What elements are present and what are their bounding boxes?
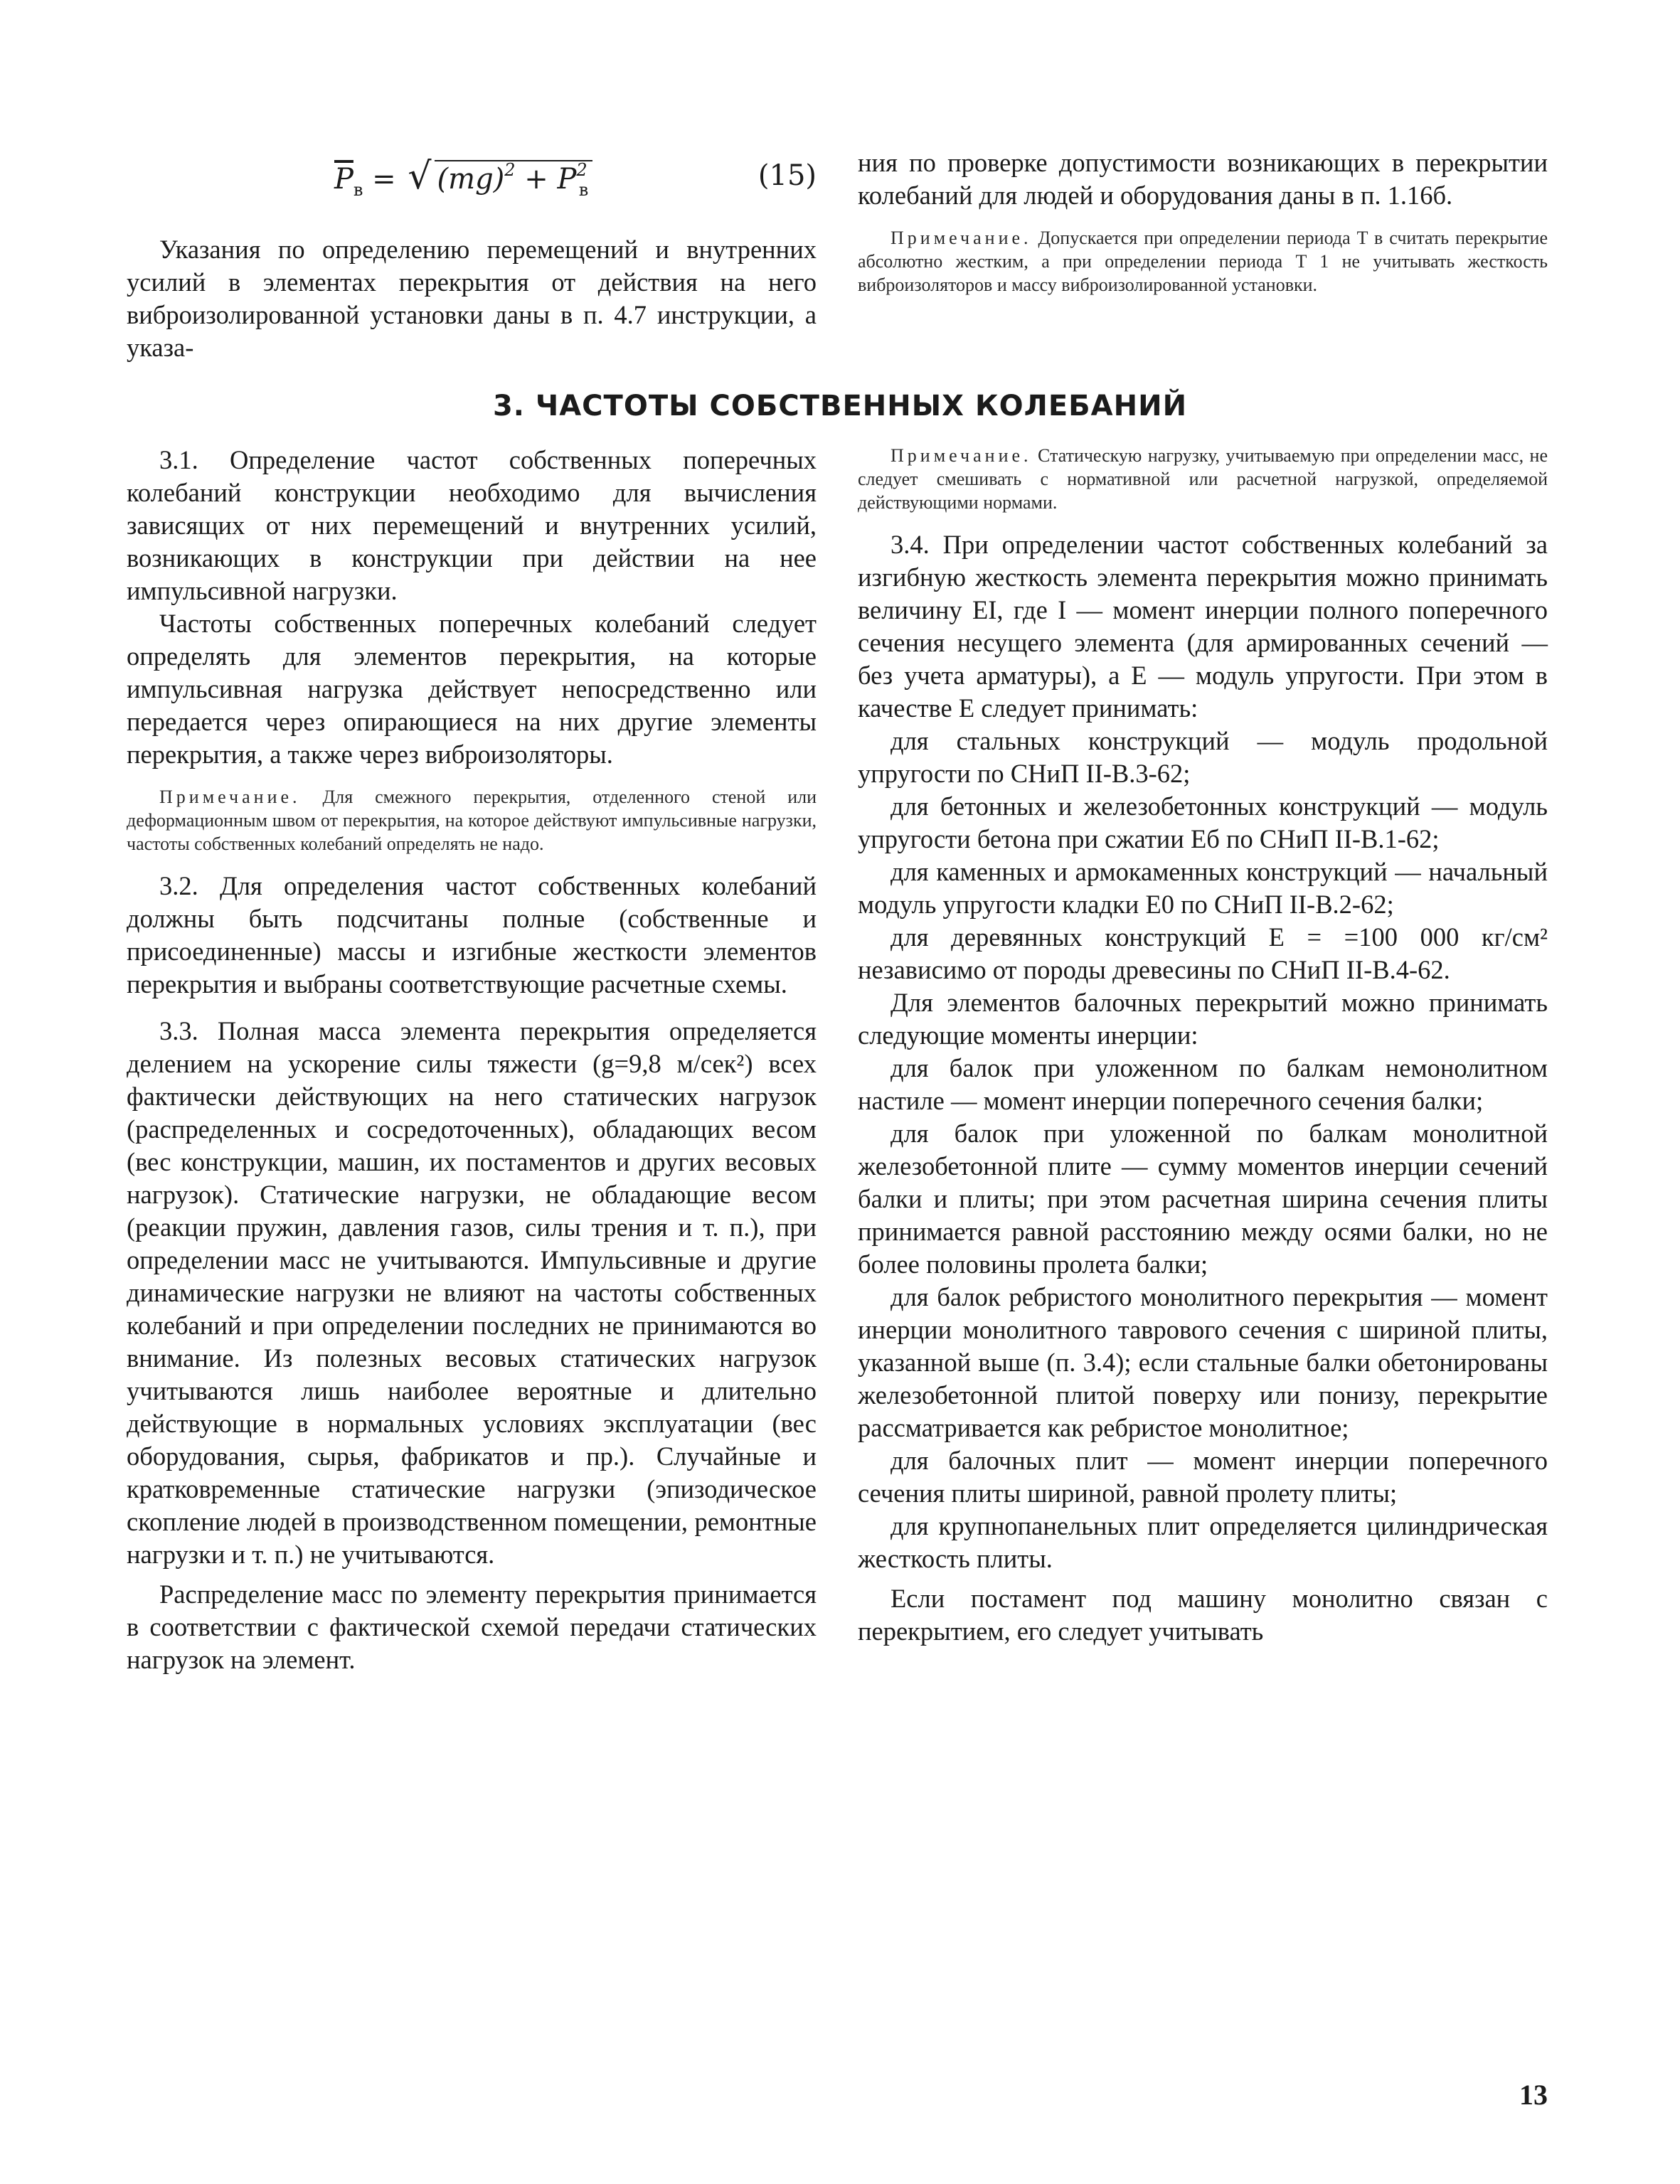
top-right-column: [858, 147, 1548, 297]
paragraph-continuation: ния по проверке допустимости возникающих в перекрытии колебаний для людей и оборудования даны в п. 1.16б.: [858, 148, 1548, 210]
note-top: Примечание. Допускается при определении периода T в считать перекрытие абсолютно жестким, а при определении периода T 1 не учитывать жесткость виброизоляторов и массу виброизолированной установки.: [858, 228, 1548, 295]
top-left-column: [127, 142, 817, 364]
paragraph-instructions: Указания по определению перемещений и внутренних усилий в элементах перекрытия от действия на него виброизолированной установки даны в п. 4.7 инструкции, а указа-: [127, 235, 817, 362]
formula-15: [127, 155, 817, 226]
item-beam-5: для крупнопанельных плит определяется цилиндрическая жесткость плиты.: [858, 1511, 1548, 1573]
item-concrete: для бетонных и железобетонных конструкций — модуль упругости бетона при сжатии Eб по СНиП II-В.1-62;: [858, 792, 1548, 853]
paragraph-3-3: 3.3. Полная масса элемента перекрытия определяется делением на ускорение силы тяжести (g=9,8 м/сек²) всех фактически действующих на него статических нагрузок (распределенных и сосредоточенных), обладающих весом (вес конструкции, машин, их постаментов и других весовых нагрузок). Статические нагрузки, не обладающие весом (реакции пружин, давления газов, силы трения и т. п.), при определении масс не учитываются. Импульсивные и другие динамические нагрузки не влияют на частоты собственных колебаний и при определении последних не принимаются во внимание. Из полезных весовых статических нагрузок учитываются лишь наиболее вероятные и длительно действующие в нормальных условиях эксплуатации (вес оборудования, сырья, фабрикатов и пр.). Случайные и кратковременные статические нагрузки (эпизодическое скопление людей в производственном помещении, ремонтные нагрузки и т. п.) не учитываются.: [127, 1016, 817, 1569]
item-steel: для стальных конструкций — модуль продольной упругости по СНиП II-В.3-62;: [858, 726, 1548, 788]
note-adjacent-floor: Примечание. Для смежного перекрытия, отделенного стеной или деформационным швом от перекрытия, на которое действуют импульсивные нагрузки, частоты собственных колебаний определять не надо.: [127, 787, 817, 854]
paragraph-3-3b: Распределение масс по элементу перекрытия принимается в соответствии с фактической схемой передачи статических нагрузок на элемент.: [127, 1580, 817, 1674]
lower-left-column: [127, 444, 817, 1676]
formula-expression: $\overline{P}_в$ = √ $(mg)^2 + P^2_в$: [334, 155, 592, 200]
item-beam-4: для балочных плит — момент инерции поперечного сечения плиты шириной, равной пролету плиты;: [858, 1446, 1548, 1508]
paragraph-beams-intro: Для элементов балочных перекрытий можно принимать следующие моменты инерции:: [858, 988, 1548, 1050]
item-wood: для деревянных конструкций E = =100 000 кг/см² независимо от породы древесины по СНиП II-В.4-62.: [858, 922, 1548, 984]
formula-number: (15): [757, 159, 817, 192]
item-beam-3: для балок ребристого монолитного перекрытия — момент инерции монолитного таврового сечения с шириной плиты, указанной выше (п. 3.4); если стальные балки обетонированы железобетонной плитой поверху или понизу, перекрытие рассматривается как ребристое монолитное;: [858, 1282, 1548, 1442]
item-beam-2: для балок при уложенной по балкам монолитной железобетонной плите — сумму моментов инерции сечений балки и плиты; при этом расчетная ширина сечения плиты принимается равной расстоянию между осями балки, но не более половины пролета балки;: [858, 1119, 1548, 1279]
item-beam-1: для балок при уложенном по балкам немонолитном настиле — момент инерции поперечного сечения балки;: [858, 1053, 1548, 1115]
note-static-load: Примечание. Статическую нагрузку, учитываемую при определении масс, не следует смешивать с нормативной или расчетной нагрузкой, определяемой действующими нормами.: [858, 445, 1548, 513]
paragraph-3-1: 3.1. Определение частот собственных поперечных колебаний конструкции необходимо для вычисления зависящих от них перемещений и внутренних усилий, возникающих в конструкции при действии на нее импульсивной нагрузки.: [127, 445, 817, 605]
lower-right-column: [858, 444, 1548, 1648]
section-title: 3. ЧАСТОТЫ СОБСТВЕННЫХ КОЛЕБАНИЙ: [492, 390, 1188, 422]
paragraph-pedestal: Если постамент под машину монолитно связан с перекрытием, его следует учитывать: [858, 1584, 1548, 1646]
paragraph-3-4: 3.4. При определении частот собственных колебаний за изгибную жесткость элемента перекрытия можно принимать величину EI, где I — момент инерции полного поперечного сечения несущего элемента (для армированных сечений — без учета арматуры), а E — модуль упругости. При этом в качестве E следует принимать:: [858, 530, 1548, 723]
paragraph-3-1b: Частоты собственных поперечных колебаний следует определять для элементов перекрытия, на которые импульсивная нагрузка действует непосредственно или передается через опирающиеся на них другие элементы перекрытия, а также через виброизоляторы.: [127, 609, 817, 769]
item-masonry: для каменных и армокаменных конструкций — начальный модуль упругости кладки E0 по СНиП II-В.2-62;: [858, 857, 1548, 919]
page-number: 13: [1519, 2079, 1548, 2111]
paragraph-3-2: 3.2. Для определения частот собственных колебаний должны быть подсчитаны полные (собственные и присоединенные) массы и изгибные жесткости элементов перекрытия и выбраны соответствующие расчетные схемы.: [127, 871, 817, 998]
